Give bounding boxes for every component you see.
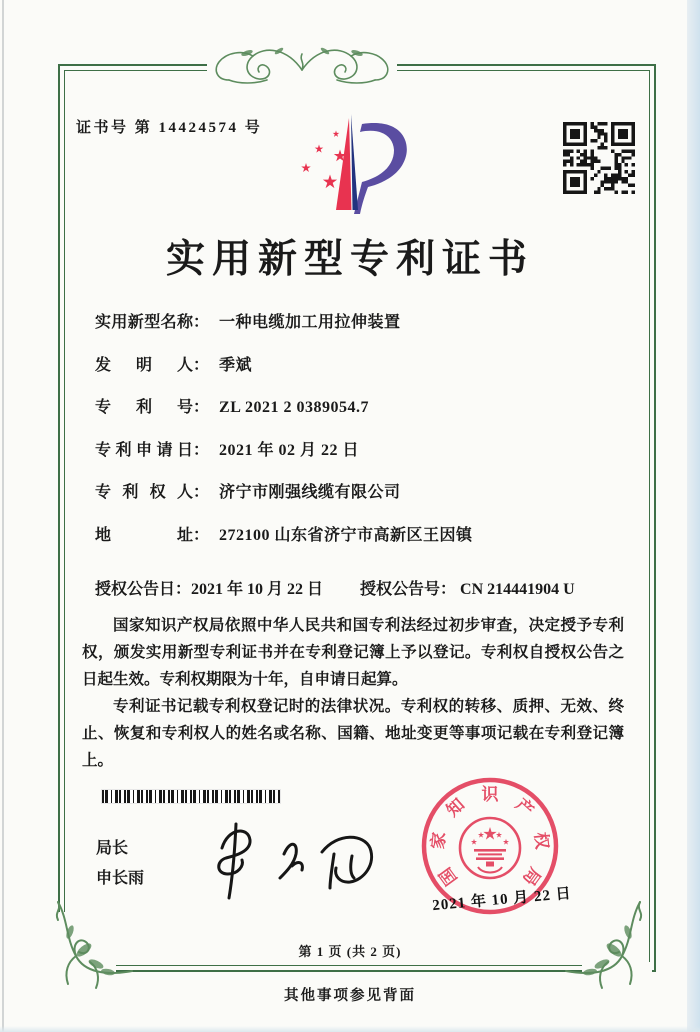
qr-code-icon [563, 122, 635, 194]
legal-paragraph: 专利证书记载专利权登记时的法律状况。专利权的转移、质押、无效、终止、恢复和专利权人的姓名或名称、国籍、地址变更等事项记载在专利登记簿上。 [82, 698, 624, 769]
field-list [95, 309, 635, 564]
grant-row [95, 576, 640, 600]
scan-edge-bottom [0, 1026, 700, 1032]
field-label: 实用新型名称 [95, 314, 193, 331]
scan-edge-right [687, 0, 700, 1032]
field-row: 地址 ： 272100 山东省济宁市高新区王因镇 [95, 522, 635, 565]
page-number: 第 1 页 (共 2 页) [298, 944, 402, 959]
field-row: 专利权人 ： 济宁市刚强线缆有限公司 [95, 479, 635, 522]
svg-text:局: 局 [519, 863, 545, 889]
barcode-icon [102, 790, 280, 803]
field-value: 季斌 [219, 356, 253, 374]
director-name: 申长雨 [96, 870, 145, 887]
field-value: 2021 年 02 月 22 日 [219, 441, 360, 459]
field-row: 专利申请日 ： 2021 年 02 月 22 日 [95, 437, 635, 480]
svg-text:识: 识 [481, 784, 499, 804]
signature-block [96, 834, 144, 894]
legal-text [82, 612, 624, 774]
field-label: 发明人 [95, 356, 193, 374]
field-label: 专利申请日 [95, 441, 193, 459]
legal-paragraph: 国家知识产权局依照中华人民共和国专利法经过初步审查，决定授予专利权，颁发实用新型专利证书并在专利登记簿上予以登记。专利权自授权公告之日起生效。专利权期限为十年，自申请日起算。 [82, 617, 624, 688]
seal-date: 2021 年 10 月 22 日 [431, 885, 573, 915]
svg-text:产: 产 [511, 794, 538, 821]
grant-date: 授权公告日：2021 年 10 月 22 日 [95, 581, 324, 598]
field-value: ZL 2021 2 0389054.7 [219, 399, 369, 416]
grant-number: 授权公告号： CN 214441904 U [360, 581, 575, 598]
svg-text:知: 知 [442, 794, 469, 821]
field-row: 发明人 ： 季斌 [95, 352, 635, 395]
footer-note: 其他事项参见背面 [284, 988, 416, 1004]
field-label: 专利号 [95, 399, 193, 416]
svg-text:国: 国 [435, 863, 461, 889]
field-row: 实用新型名称 ： 一种电缆加工用拉伸装置 [95, 309, 635, 352]
certificate-title: 实用新型专利证书 [165, 238, 534, 281]
field-row: 专利号 ： ZL 2021 2 0389054.7 [95, 394, 635, 437]
director-title: 局长 [96, 840, 129, 857]
field-value: 济宁市刚强线缆有限公司 [219, 484, 401, 501]
logo-stars [301, 131, 346, 189]
field-value: 一种电缆加工用拉伸装置 [219, 314, 401, 331]
cnipa-patent-logo-icon [288, 112, 430, 228]
svg-text:家: 家 [428, 831, 450, 851]
field-label: 地址 [95, 526, 193, 544]
field-value: 272100 山东省济宁市高新区王因镇 [219, 526, 473, 544]
certificate-number: 证书号 第 14424574 号 [76, 120, 263, 136]
svg-text:权: 权 [530, 831, 552, 851]
field-label: 专利权人 [95, 484, 193, 501]
scan-edge-left [2, 0, 4, 1032]
handwritten-signature-icon [198, 816, 383, 906]
